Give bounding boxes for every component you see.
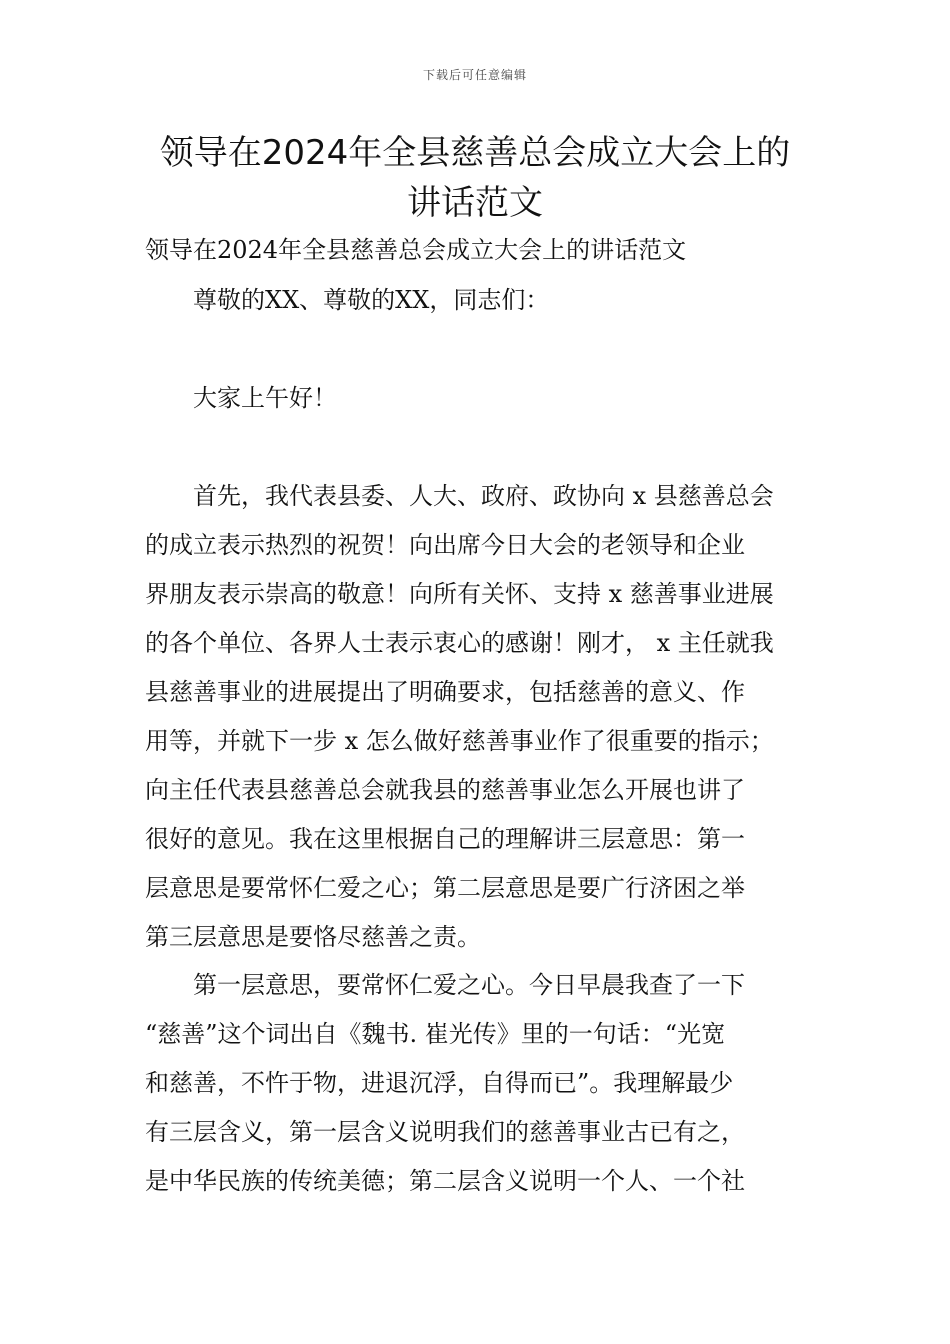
- paragraph-2: [145, 967, 815, 1212]
- header-note: 下载后可任意编辑: [422, 68, 527, 82]
- paragraph-line: 的各个单位、各界人士表示衷心的感谢！刚才， x 主任就我: [145, 629, 774, 657]
- paragraph-line: 是中华民族的传统美德；第二层含义说明一个人、一个社: [145, 1167, 745, 1195]
- salutation: 尊敬的XX、尊敬的XX，同志们：: [193, 286, 550, 314]
- paragraph-line: “慈善”这个词出自《魏书. 崔光传》里的一句话：“光宽: [145, 1020, 726, 1048]
- paragraph-1: [145, 478, 815, 968]
- paragraph-line: 有三层含义，第一层含义说明我们的慈善事业古已有之，: [145, 1118, 745, 1146]
- paragraph-line: 用等，并就下一步 x 怎么做好慈善事业作了很重要的指示；: [145, 727, 774, 755]
- paragraph-line: 很好的意见。我在这里根据自己的理解讲三层意思：第一: [145, 825, 745, 853]
- greeting: 大家上午好！: [193, 384, 337, 412]
- paragraph-line: 第一层意思，要常怀仁爱之心。今日早晨我查了一下: [193, 971, 745, 999]
- paragraph-line: 县慈善事业的进展提出了明确要求，包括慈善的意义、作: [145, 678, 745, 706]
- document-subtitle: 领导在2024年全县慈善总会成立大会上的讲话范文: [145, 236, 687, 264]
- paragraph-line: 层意思是要常怀仁爱之心；第二层意思是要广行济困之举: [145, 874, 745, 902]
- paragraph-line: 和慈善，不忤于物，进退沉浮，自得而已”。我理解最少: [145, 1069, 734, 1097]
- paragraph-line: 向主任代表县慈善总会就我县的慈善事业怎么开展也讲了: [145, 776, 745, 804]
- paragraph-line: 第三层意思是要恪尽慈善之责。: [145, 923, 481, 951]
- document-title: 领导在2024年全县慈善总会成立大会上的讲话范文: [159, 133, 791, 223]
- paragraph-line: 首先，我代表县委、人大、政府、政协向 x 县慈善总会: [193, 482, 774, 510]
- paragraph-line: 界朋友表示崇高的敬意！向所有关怀、支持 x 慈善事业进展: [145, 580, 774, 608]
- paragraph-line: 的成立表示热烈的祝贺！向出席今日大会的老领导和企业: [145, 531, 745, 559]
